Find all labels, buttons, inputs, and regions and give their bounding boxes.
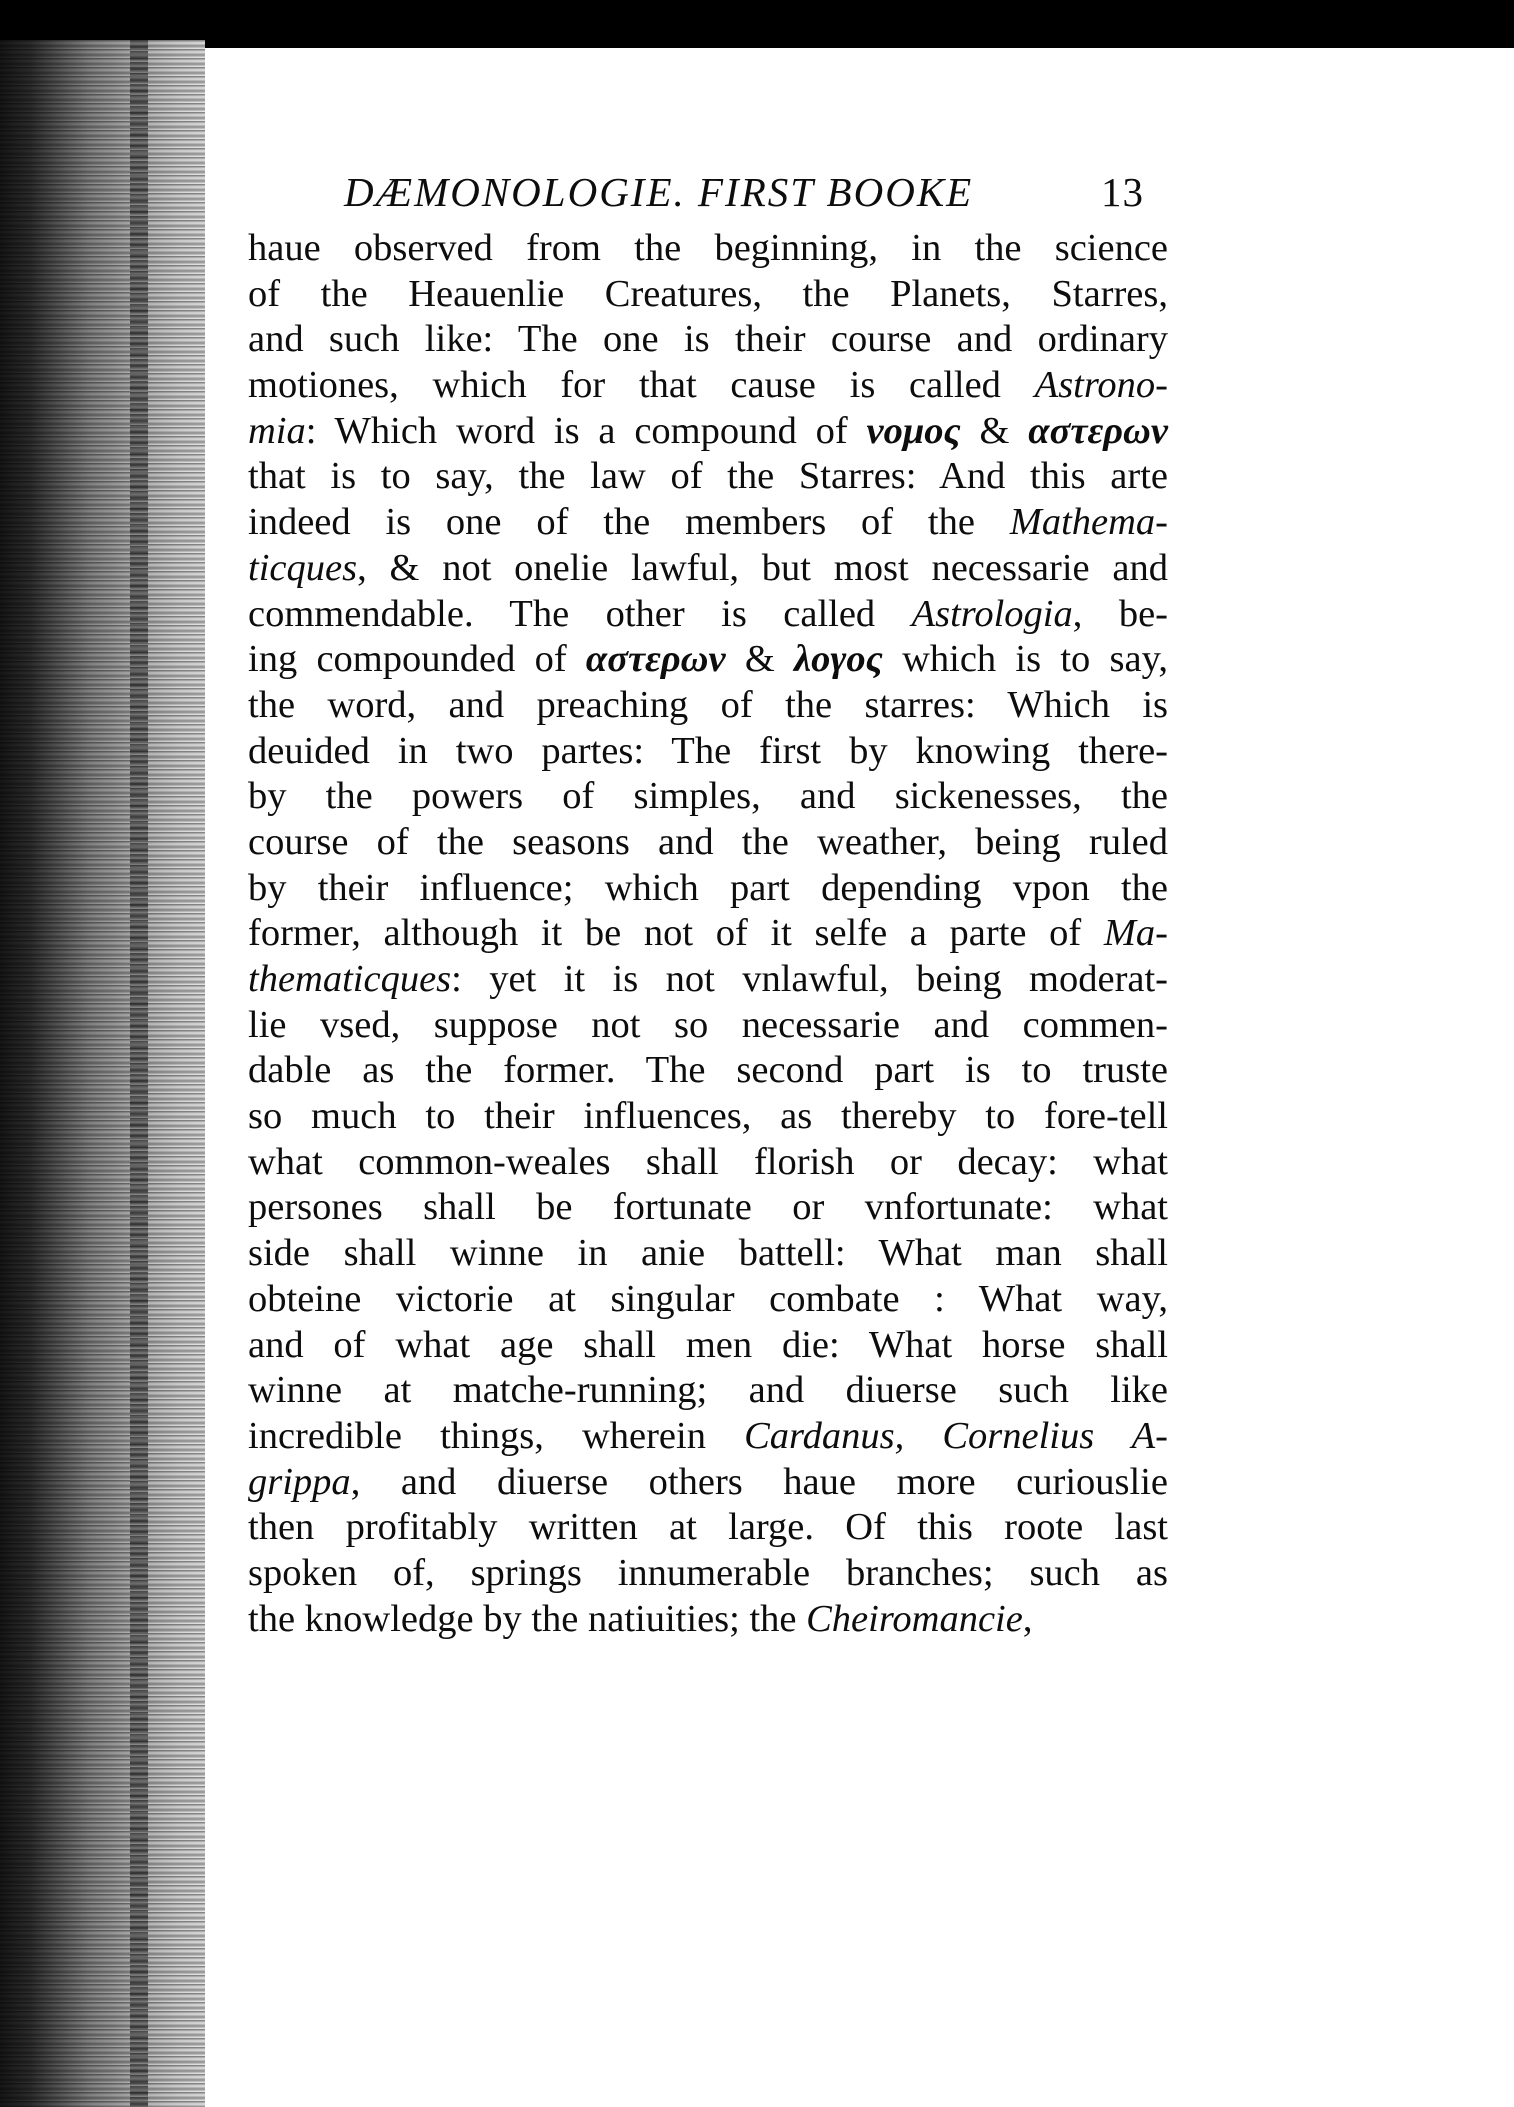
text-line (248, 1231, 1168, 1277)
text-line (248, 1094, 1168, 1140)
text-line (248, 1368, 1168, 1414)
text-run: which is to say, (882, 638, 1168, 681)
text-line (248, 1140, 1168, 1186)
text-run: of the Heauenlie Creatures, the Planets, Starres, (248, 272, 1168, 315)
text-run: by the powers of simples, and sickenesses, the (248, 775, 1168, 818)
text-run: , be- (1072, 592, 1168, 635)
text-run: and such like: The one is their course and ordinary (248, 318, 1168, 361)
italic-text: Astrono- (1034, 364, 1168, 407)
text-run: , & not onelie lawful, but most necessarie and (357, 546, 1168, 589)
text-run: & (725, 638, 795, 681)
text-line (248, 546, 1168, 592)
text-line (248, 1597, 1168, 1643)
italic-text: Cheiromancie (806, 1597, 1023, 1640)
greek-word: λογος (794, 638, 883, 681)
text-run: , (1022, 1597, 1033, 1640)
italic-text: Ma- (1103, 912, 1168, 955)
text-run: and of what age shall men die: What horse shall (248, 1323, 1168, 1366)
text-run: , and diuerse others haue more curiouslie (350, 1460, 1168, 1503)
text-run: course of the seasons and the weather, being ruled (248, 820, 1168, 863)
italic-text: thematicques (248, 958, 452, 1000)
text-run: deuided in two partes: The first by knowing there- (248, 729, 1168, 772)
page-number: 13 (1101, 169, 1144, 215)
text-line (248, 592, 1168, 638)
text-line (248, 1277, 1168, 1323)
italic-text: Mathema- (1009, 501, 1168, 544)
text-line (248, 911, 1168, 957)
text-run: : Which word is a compound of (305, 409, 867, 452)
text-line (248, 1185, 1168, 1231)
text-run: what common-weales shall florish or decay: what (248, 1140, 1168, 1183)
greek-word: νομος (866, 409, 961, 452)
text-run: persones shall be fortunate or vnfortunate: what (248, 1186, 1168, 1229)
text-line (248, 500, 1168, 546)
scan-binding-edge (130, 40, 148, 2107)
italic-text: grippa (248, 1460, 351, 1503)
italic-text: mia (248, 409, 306, 452)
scan-gutter-shadow (0, 40, 205, 2107)
text-line (248, 1323, 1168, 1369)
text-run: & (960, 409, 1029, 452)
text-run: obteine victorie at singular combate : What way, (248, 1277, 1168, 1320)
text-line (248, 454, 1168, 500)
text-line (248, 1505, 1168, 1551)
italic-text: Astrologia (911, 592, 1073, 635)
text-run: spoken of, springs innumerable branches; such as (248, 1551, 1168, 1594)
text-run: indeed is one of the members of the (248, 501, 1010, 544)
italic-text: ticques (248, 546, 358, 589)
text-run: so much to their influences, as thereby to fore-tell (248, 1095, 1168, 1138)
scan-top-border (0, 0, 1514, 48)
page-content (248, 168, 1168, 1642)
greek-word: αστερων (1028, 409, 1168, 452)
text-run: then profitably written at large. Of this roote last (248, 1506, 1168, 1549)
text-line (248, 637, 1168, 683)
running-head (344, 168, 1144, 216)
text-run: the knowledge by the natiuities; the (248, 1597, 807, 1640)
text-line (248, 409, 1168, 455)
italic-text: Cardanus, Cornelius A- (744, 1414, 1168, 1457)
text-line (248, 1414, 1168, 1460)
text-line (248, 226, 1168, 272)
text-run: haue observed from the beginning, in the science (248, 227, 1168, 269)
text-run: lie vsed, suppose not so necessarie and commen- (248, 1003, 1168, 1046)
running-head-title: DÆMONOLOGIE. FIRST BOOKE (344, 169, 974, 215)
text-run: side shall winne in anie battell: What man shall (248, 1232, 1168, 1275)
text-line (248, 317, 1168, 363)
text-run: winne at matche-running; and diuerse such like (248, 1369, 1168, 1412)
text-line (248, 1460, 1168, 1506)
text-run: that is to say, the law of the Starres: And this arte (248, 455, 1168, 498)
text-line (248, 1551, 1168, 1597)
body-paragraph (248, 226, 1168, 1642)
text-run: ing compounded of (248, 638, 586, 681)
text-line (248, 1003, 1168, 1049)
text-line (248, 820, 1168, 866)
text-line (248, 774, 1168, 820)
text-line (248, 866, 1168, 912)
text-line (248, 1048, 1168, 1094)
text-run: commendable. The other is called (248, 592, 912, 635)
text-line (248, 683, 1168, 729)
text-run: by their influence; which part depending vpon the (248, 866, 1168, 909)
text-run: : yet it is not vnlawful, being moderat- (451, 958, 1168, 1000)
text-line (248, 957, 1168, 1003)
text-run: former, although it be not of it selfe a parte of (248, 912, 1104, 955)
text-run: the word, and preaching of the starres: Which is (248, 683, 1168, 726)
text-line (248, 363, 1168, 409)
text-run: incredible things, wherein (248, 1414, 745, 1457)
text-line (248, 729, 1168, 775)
text-line (248, 272, 1168, 318)
greek-word: αστερων (585, 638, 726, 681)
text-run: motiones, which for that cause is called (248, 364, 1035, 407)
text-run: dable as the former. The second part is to truste (248, 1049, 1168, 1092)
